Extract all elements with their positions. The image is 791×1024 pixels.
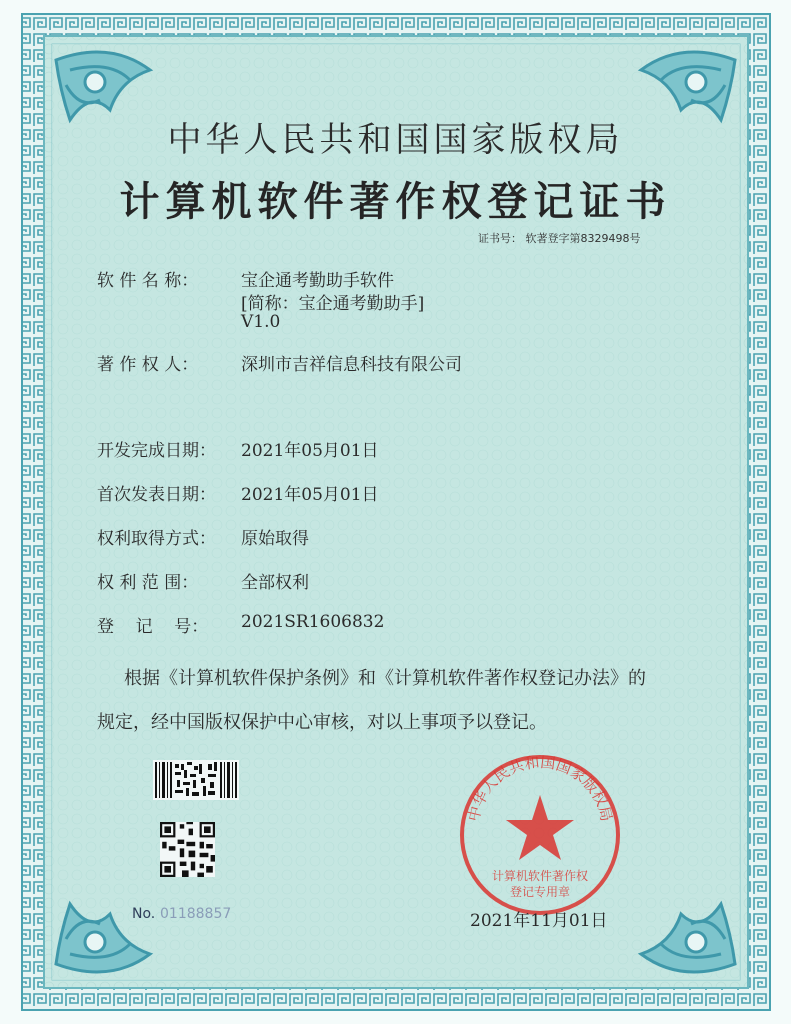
statement-line-2: 规定，经中国版权保护中心审核，对以上事项予以登记。: [97, 712, 547, 733]
owner-label: 著 作 权 人：: [97, 355, 199, 375]
dev-date: 2021年05月01日: [241, 441, 379, 461]
registration-number-label: 登 记 号：: [97, 617, 209, 637]
statement-line-1: 根据《计算机软件保护条例》和《计算机软件著作权登记办法》的: [124, 668, 646, 689]
pub-date: 2021年05月01日: [241, 485, 379, 505]
software-name-label: 软 件 名 称：: [97, 271, 199, 291]
serial-label: No.: [132, 906, 156, 922]
registration-number: 2021SR1606832: [241, 612, 385, 632]
certificate-number-value: 软著登字第8329498号: [525, 232, 641, 245]
seal-inner-text-1: 计算机软件著作权: [491, 869, 589, 883]
dev-date-label: 开发完成日期：: [97, 441, 216, 461]
official-seal: [455, 750, 625, 920]
seal-inner-text-2: 登记专用章: [509, 885, 571, 899]
software-version: V1.0: [241, 312, 281, 332]
barcode: [153, 760, 239, 800]
certificate-number-label: 证书号：: [478, 232, 522, 245]
software-abbreviation: [简称：宝企通考勤助手]: [241, 294, 425, 314]
acquire-method: 原始取得: [241, 529, 309, 549]
software-name: 宝企通考勤助手软件: [241, 271, 394, 291]
rights-scope-label: 权 利 范 围：: [97, 573, 199, 593]
seal-ring-text: 中华人民共和国国家版权局: [464, 753, 616, 824]
serial-number: 01188857: [160, 906, 232, 922]
owner: 深圳市吉祥信息科技有限公司: [241, 355, 462, 375]
issuer-title: 中华人民共和国国家版权局: [167, 120, 624, 160]
certificate-number: [478, 230, 641, 246]
acquire-method-label: 权利取得方式：: [97, 529, 216, 549]
qr-code: [160, 822, 215, 877]
issue-date: 2021年11月01日: [470, 911, 608, 931]
rights-scope: 全部权利: [241, 573, 309, 593]
seal-star-icon: [506, 795, 574, 860]
pub-date-label: 首次发表日期：: [97, 485, 216, 505]
certificate-title: 计算机软件著作权登记证书: [119, 178, 672, 225]
